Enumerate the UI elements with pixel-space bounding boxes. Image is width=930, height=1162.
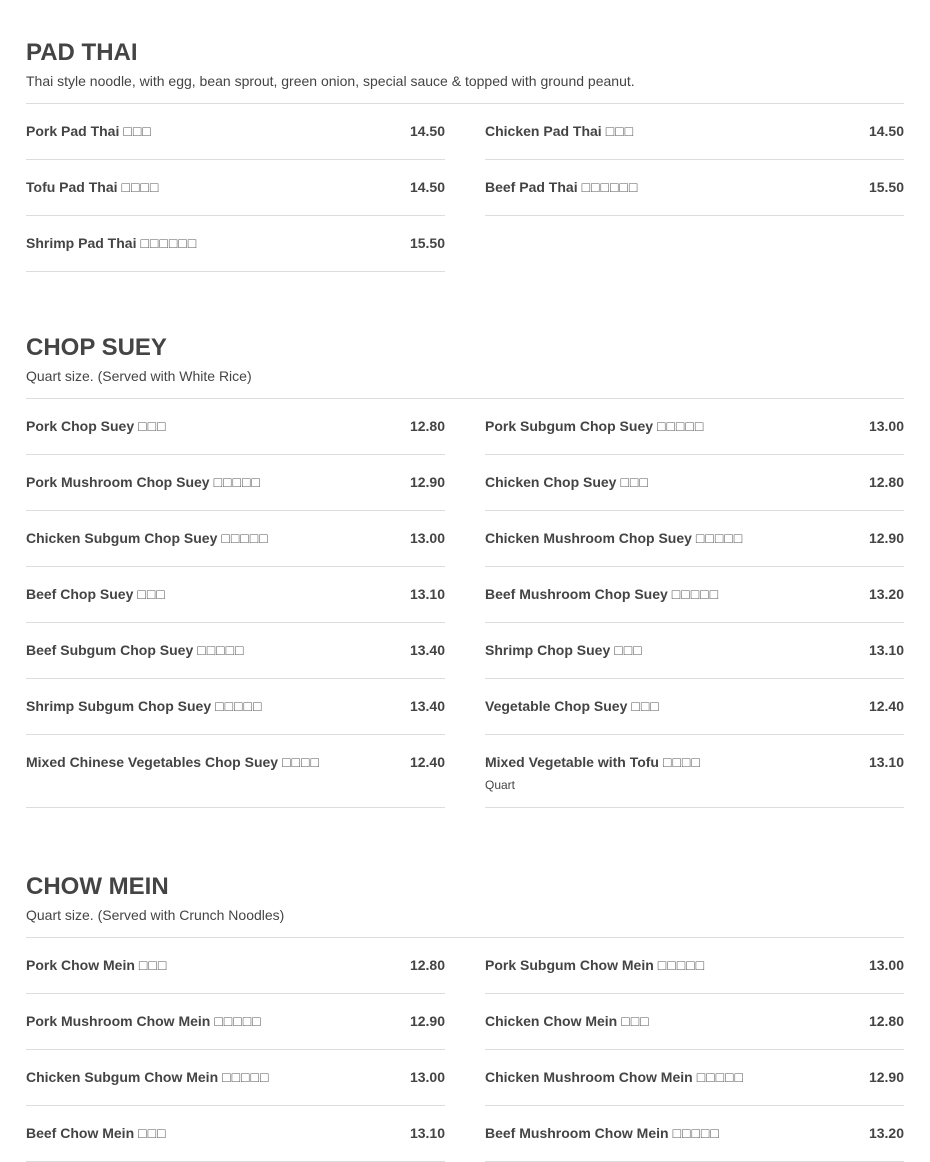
item-name bbox=[485, 179, 638, 195]
item-name bbox=[26, 957, 167, 973]
item-price: 13.00 bbox=[409, 530, 445, 546]
item-name bbox=[485, 474, 649, 490]
item-name-cn: □□□□□ bbox=[222, 1069, 270, 1085]
item-name-en: Beef Pad Thai bbox=[485, 179, 578, 195]
menu-item[interactable] bbox=[485, 455, 904, 511]
item-name-cn: □□□□□ bbox=[671, 586, 720, 602]
menu-item[interactable] bbox=[26, 511, 445, 567]
item-name-cn: □□□ bbox=[123, 123, 152, 139]
menu-item[interactable] bbox=[26, 623, 445, 679]
item-name-en: Mixed Chinese Vegetables Chop Suey bbox=[26, 754, 279, 770]
item-name bbox=[485, 530, 743, 546]
item-name-en: Chicken Subgum Chop Suey bbox=[26, 530, 218, 546]
item-name-en: Chicken Chop Suey bbox=[485, 474, 617, 490]
item-name-cn: □□□□□ bbox=[657, 957, 706, 973]
menu-item[interactable] bbox=[26, 994, 445, 1050]
item-name-en: Shrimp Subgum Chop Suey bbox=[26, 698, 212, 714]
menu-item[interactable] bbox=[26, 735, 445, 808]
item-name-en: Chicken Pad Thai bbox=[485, 123, 602, 139]
section-chop-suey bbox=[26, 334, 904, 808]
item-name bbox=[26, 530, 269, 546]
item-price: 12.90 bbox=[868, 530, 904, 546]
menu-item[interactable] bbox=[485, 1050, 904, 1106]
menu-column-right bbox=[485, 938, 904, 1162]
item-note: Quart bbox=[485, 778, 516, 792]
menu-item[interactable] bbox=[26, 938, 445, 994]
section-chow-mein bbox=[26, 873, 904, 1162]
menu-column-right bbox=[485, 399, 904, 808]
item-name-en: Pork Subgum Chow Mein bbox=[485, 957, 654, 973]
item-price: 13.00 bbox=[409, 1069, 445, 1085]
menu-item[interactable] bbox=[26, 679, 445, 735]
section-description: Thai style noodle, with egg, bean sprout, green onion, special sauce & topped with ground peanut. bbox=[26, 73, 635, 89]
item-price: 15.50 bbox=[409, 235, 445, 251]
menu-item[interactable] bbox=[485, 104, 904, 160]
item-name-cn: □□□ bbox=[138, 418, 167, 434]
item-price: 13.40 bbox=[409, 698, 445, 714]
item-name bbox=[485, 123, 634, 139]
item-price: 13.10 bbox=[868, 642, 904, 658]
menu-items bbox=[26, 938, 904, 1162]
item-name-cn: □□□□□ bbox=[215, 698, 263, 714]
item-name-cn: □□□□ bbox=[662, 754, 701, 770]
menu-item[interactable] bbox=[26, 1106, 445, 1162]
item-name bbox=[26, 698, 262, 714]
item-name bbox=[485, 1069, 744, 1085]
menu-item[interactable] bbox=[485, 938, 904, 994]
menu-column-left bbox=[26, 938, 445, 1162]
item-name-en: Chicken Chow Mein bbox=[485, 1013, 618, 1029]
menu-items bbox=[26, 399, 904, 808]
item-name-en: Beef Chow Mein bbox=[26, 1125, 135, 1141]
item-name-cn: □□□□□ bbox=[214, 1013, 262, 1029]
item-name bbox=[26, 586, 166, 602]
section-title: CHOW MEIN bbox=[26, 873, 169, 900]
item-name bbox=[485, 1125, 720, 1141]
item-name bbox=[485, 754, 701, 770]
item-name-en: Pork Chop Suey bbox=[26, 418, 135, 434]
item-name-en: Chicken Mushroom Chop Suey bbox=[485, 530, 692, 546]
item-name-en: Beef Mushroom Chop Suey bbox=[485, 586, 668, 602]
item-price: 13.40 bbox=[409, 642, 445, 658]
item-price: 14.50 bbox=[409, 179, 445, 195]
item-price: 12.80 bbox=[868, 1013, 904, 1029]
menu-item[interactable] bbox=[26, 104, 445, 160]
item-name bbox=[485, 586, 719, 602]
item-price: 13.00 bbox=[868, 418, 904, 434]
item-name bbox=[485, 698, 660, 714]
item-name bbox=[485, 642, 643, 658]
item-price: 12.80 bbox=[409, 957, 445, 973]
menu-column-left bbox=[26, 104, 445, 272]
item-name bbox=[485, 1013, 650, 1029]
section-description: Quart size. (Served with White Rice) bbox=[26, 368, 252, 384]
menu-item[interactable] bbox=[485, 994, 904, 1050]
item-name-cn: □□□□□ bbox=[197, 642, 245, 658]
item-name-en: Chicken Subgum Chow Mein bbox=[26, 1069, 219, 1085]
menu-item[interactable] bbox=[485, 160, 904, 216]
item-name-cn: □□□ bbox=[620, 474, 649, 490]
item-name-en: Tofu Pad Thai bbox=[26, 179, 118, 195]
section-title: CHOP SUEY bbox=[26, 334, 167, 361]
item-name-en: Shrimp Pad Thai bbox=[26, 235, 137, 251]
item-price: 13.20 bbox=[868, 586, 904, 602]
item-name bbox=[26, 123, 152, 139]
menu-item[interactable] bbox=[26, 160, 445, 216]
section-description: Quart size. (Served with Crunch Noodles) bbox=[26, 907, 285, 923]
menu-item[interactable] bbox=[485, 511, 904, 567]
item-name-cn: □□□□□□ bbox=[140, 235, 198, 251]
item-name-en: Mixed Vegetable with Tofu bbox=[485, 754, 659, 770]
item-name-cn: □□□□□ bbox=[672, 1125, 720, 1141]
item-price: 13.10 bbox=[409, 1125, 445, 1141]
item-price: 12.40 bbox=[409, 754, 445, 770]
item-name bbox=[26, 1013, 262, 1029]
item-price: 12.90 bbox=[868, 1069, 904, 1085]
menu-item[interactable] bbox=[26, 455, 445, 511]
menu-item[interactable] bbox=[485, 567, 904, 623]
menu-item[interactable] bbox=[26, 1050, 445, 1106]
item-name bbox=[26, 235, 197, 251]
item-price: 13.00 bbox=[868, 957, 904, 973]
item-name-cn: □□□□□ bbox=[213, 474, 261, 490]
menu-item[interactable] bbox=[26, 567, 445, 623]
menu-item[interactable] bbox=[485, 679, 904, 735]
item-name-cn: □□□□ bbox=[282, 754, 320, 770]
item-name-cn: □□□□□ bbox=[221, 530, 269, 546]
item-name-en: Chicken Mushroom Chow Mein bbox=[485, 1069, 693, 1085]
item-name-en: Pork Mushroom Chow Mein bbox=[26, 1013, 211, 1029]
item-name bbox=[26, 642, 245, 658]
section-pad-thai bbox=[26, 39, 904, 272]
item-price: 13.10 bbox=[868, 754, 904, 770]
item-name-en: Pork Mushroom Chop Suey bbox=[26, 474, 210, 490]
menu-item[interactable] bbox=[26, 216, 445, 272]
item-name-cn: □□□□□□ bbox=[581, 179, 639, 195]
menu-item[interactable] bbox=[485, 399, 904, 455]
menu-item[interactable] bbox=[485, 1106, 904, 1162]
item-name-en: Pork Pad Thai bbox=[26, 123, 120, 139]
item-name-cn: □□□ bbox=[138, 1125, 167, 1141]
item-name-cn: □□□□□ bbox=[696, 1069, 744, 1085]
item-name bbox=[26, 179, 159, 195]
item-name-cn: □□□□□ bbox=[657, 418, 705, 434]
item-name-en: Pork Subgum Chop Suey bbox=[485, 418, 654, 434]
menu-column-left bbox=[26, 399, 445, 808]
menu-item[interactable] bbox=[26, 399, 445, 455]
item-name-cn: □□□□ bbox=[121, 179, 160, 195]
item-price: 13.10 bbox=[409, 586, 445, 602]
item-name bbox=[485, 957, 705, 973]
item-name-en: Beef Subgum Chop Suey bbox=[26, 642, 194, 658]
item-name bbox=[26, 474, 261, 490]
item-name-cn: □□□ bbox=[138, 957, 168, 973]
item-name-en: Pork Chow Mein bbox=[26, 957, 135, 973]
item-name-en: Beef Chop Suey bbox=[26, 586, 134, 602]
item-price: 15.50 bbox=[868, 179, 904, 195]
item-price: 12.40 bbox=[868, 698, 904, 714]
menu-column-right bbox=[485, 104, 904, 272]
item-name-cn: □□□□□ bbox=[695, 530, 744, 546]
item-name bbox=[26, 1125, 167, 1141]
item-price: 13.20 bbox=[868, 1125, 904, 1141]
item-price: 14.50 bbox=[409, 123, 445, 139]
section-title: PAD THAI bbox=[26, 39, 138, 66]
menu-items bbox=[26, 104, 904, 272]
item-name-cn: □□□ bbox=[137, 586, 166, 602]
item-name bbox=[26, 418, 167, 434]
item-name-cn: □□□ bbox=[631, 698, 660, 714]
item-name-en: Beef Mushroom Chow Mein bbox=[485, 1125, 669, 1141]
item-name bbox=[485, 418, 704, 434]
item-name-cn: □□□ bbox=[614, 642, 643, 658]
item-price: 14.50 bbox=[868, 123, 904, 139]
menu-item[interactable] bbox=[485, 735, 904, 808]
item-name-en: Vegetable Chop Suey bbox=[485, 698, 628, 714]
item-price: 12.90 bbox=[409, 474, 445, 490]
item-name bbox=[26, 754, 320, 770]
item-name-en: Shrimp Chop Suey bbox=[485, 642, 611, 658]
item-price: 12.90 bbox=[409, 1013, 445, 1029]
item-price: 12.80 bbox=[868, 474, 904, 490]
item-name-cn: □□□ bbox=[605, 123, 635, 139]
item-name-cn: □□□ bbox=[621, 1013, 650, 1029]
item-name bbox=[26, 1069, 269, 1085]
menu-item[interactable] bbox=[485, 623, 904, 679]
item-price: 12.80 bbox=[409, 418, 445, 434]
